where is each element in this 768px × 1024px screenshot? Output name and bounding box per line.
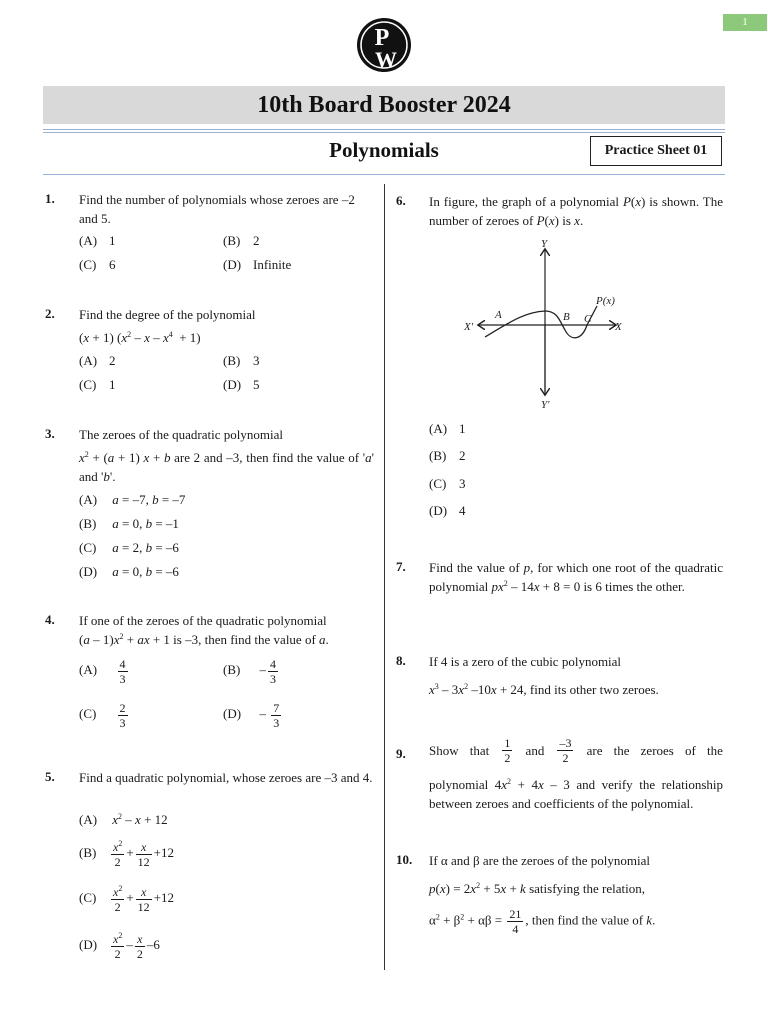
option-text: 4: [459, 503, 466, 518]
option-text: 1: [109, 233, 116, 248]
option-label: (A): [79, 812, 98, 827]
option: [79, 812, 168, 828]
divider-rule: [43, 174, 725, 175]
option-text: 2: [459, 448, 466, 463]
option: [79, 353, 116, 369]
option: [79, 701, 130, 730]
question-text: Find the degree of the polynomial: [79, 307, 256, 322]
option: [429, 503, 466, 519]
option: [223, 353, 260, 369]
option-label: (C): [79, 540, 97, 555]
option-text: Infinite: [253, 257, 292, 272]
question-text: The zeroes of the quadratic polynomial: [79, 427, 283, 442]
question-text: Find the number of polynomials whose zeroes are –2 and 5.: [79, 192, 355, 226]
question-text-line: Show that $\frac{1}{2}$ and $\frac{-3}{2}$ are the zeroes of the: [429, 736, 723, 765]
question-number: 3.: [45, 426, 55, 441]
question-number: 4.: [45, 612, 55, 627]
question-expression: $x^2 + (a + 1) x + b$ are 2 and –3, then find the value of 'a' and 'b'.: [79, 450, 374, 484]
option-text: 3: [459, 476, 466, 491]
option-label: (A): [79, 492, 98, 507]
option-text: a = –7, b = –7: [112, 492, 186, 507]
option: [223, 377, 260, 393]
option: [429, 448, 466, 464]
option-label: (D): [223, 377, 242, 392]
option-text: 1: [459, 421, 466, 436]
option: [79, 377, 116, 393]
question-expression: (x + 1) $(x^2 - x - x^4 + 1)$: [79, 330, 201, 345]
option-label: (D): [223, 257, 242, 272]
question-text: If 4 is a zero of the cubic polynomial: [429, 654, 622, 669]
option-text: 2: [109, 353, 116, 368]
option: [429, 421, 466, 437]
question-number: 9.: [396, 746, 406, 761]
graph-point-a: A: [495, 309, 502, 321]
option: [79, 257, 116, 273]
question-expression: $x^3 - 3x^2$ –10x + 24, find its other two zeroes.: [429, 682, 659, 697]
question-number: 7.: [396, 559, 406, 574]
page-number: 1: [723, 14, 767, 31]
polynomial-graph: [455, 234, 635, 414]
option-text: 2: [253, 233, 260, 248]
option-label: (C): [429, 476, 447, 491]
option: [79, 492, 185, 508]
option-label: (B): [79, 845, 97, 861]
option: [79, 564, 179, 580]
option-text: 1: [109, 377, 116, 392]
option: [79, 932, 160, 961]
graph-label-x-prime: X′: [464, 321, 474, 333]
option: [223, 233, 260, 249]
option-text: $\frac{2}{3}$: [119, 701, 126, 730]
option-text: a = 2, b = –6: [112, 540, 179, 555]
divider-rule: [43, 129, 725, 130]
option-label: (A): [79, 233, 98, 248]
question-number: 2.: [45, 306, 55, 321]
option: [79, 516, 179, 532]
option-label: (D): [79, 937, 98, 953]
subject-title: Polynomials: [329, 138, 439, 162]
option-label: (C): [79, 257, 97, 272]
graph-point-c: C: [584, 313, 592, 325]
svg-text:P: P: [374, 25, 390, 51]
option-label: (B): [223, 353, 241, 368]
option-label: (A): [79, 353, 98, 368]
question-text: Find the value of p, for which one root of the quadratic polynomial $px^2 - 14x + 8 = 0$ is 6 times the other.: [429, 560, 723, 594]
question-text: Find a quadratic polynomial, whose zeroes are –3 and 4.: [79, 770, 373, 785]
option: [79, 540, 179, 556]
graph-curve-label: P(x): [596, 295, 615, 307]
option-text: 3: [253, 353, 260, 368]
question-number: 10.: [396, 852, 413, 867]
graph-label-y-prime: Y′: [541, 399, 550, 411]
option-label: (D): [223, 706, 242, 722]
option-label: (D): [79, 564, 98, 579]
question-text: If one of the zeroes of the quadratic polynomial: [79, 613, 327, 628]
divider-rule: [43, 132, 725, 133]
question-expression: $\alpha^2 + \beta^2 + \alpha\beta$ = $\frac{21}{4}$ , then find the value of k.: [429, 907, 656, 936]
option: [79, 657, 130, 686]
svg-text:W: W: [375, 47, 397, 72]
question-text: In figure, the graph of a polynomial P(x) is shown. The number of zeroes of P(x) is x.: [429, 194, 723, 228]
option-label: (C): [79, 706, 97, 722]
option-text: $\frac{x^2}{2}$ + $\frac{x}{12}$ +12: [113, 839, 175, 869]
option-text: $\frac{x^2}{2}$ – $\frac{x}{2}$ –6: [113, 931, 160, 961]
option: [79, 233, 116, 249]
option-text: a = 0, b = –1: [112, 516, 179, 531]
question-text: polynomial $4x^2 + 4x - 3$ and verify the relationship between zeroes and coefficients of the polynomial.: [429, 777, 723, 811]
option-text: 6: [109, 257, 116, 272]
option-text: 5: [253, 377, 260, 392]
option-text: $\frac{4}{3}$: [119, 657, 126, 686]
option-label: (B): [223, 662, 241, 678]
practice-sheet-label: Practice Sheet 01: [590, 136, 722, 166]
option-label: (D): [429, 503, 448, 518]
option-text: a = 0, b = –6: [112, 564, 179, 579]
option: [223, 657, 280, 686]
question-number: 5.: [45, 769, 55, 784]
graph-label-y: Y: [541, 238, 548, 250]
graph-point-b: B: [563, 311, 570, 323]
option-text: – $\frac{4}{3}$: [253, 657, 276, 686]
pw-logo: [356, 15, 412, 82]
banner-title: 10th Board Booster 2024: [43, 86, 725, 124]
option-text: – $\frac{7}{3}$: [253, 701, 280, 730]
option-label: (C): [79, 377, 97, 392]
question-number: 1.: [45, 191, 55, 206]
question-number: 6.: [396, 193, 406, 208]
option-label: (B): [223, 233, 241, 248]
column-divider: [384, 184, 385, 970]
polynomial-curve: [485, 306, 597, 338]
option-label: (A): [429, 421, 448, 436]
option-label: (C): [79, 890, 97, 906]
option: [79, 840, 174, 869]
option-label: (B): [79, 516, 97, 531]
question-expression: $(a - 1)x^2$ + ax + 1 is –3, then find the value of a.: [79, 632, 329, 647]
option: [223, 701, 283, 730]
question-number: 8.: [396, 653, 406, 668]
option-text: $\frac{x^2}{2}$ + $\frac{x}{12}$ +12: [113, 884, 175, 914]
option-label: (B): [429, 448, 447, 463]
option-label: (A): [79, 662, 98, 678]
option: [79, 885, 174, 914]
question-text: If α and β are the zeroes of the polynomial: [429, 853, 650, 868]
option: [223, 257, 291, 273]
option-text: $x^2 - x + 12$: [112, 812, 168, 827]
question-expression: $p(x) = 2x^2 + 5x + k$ satisfying the relation,: [429, 881, 645, 896]
graph-label-x: X: [615, 321, 622, 333]
option: [429, 476, 466, 492]
